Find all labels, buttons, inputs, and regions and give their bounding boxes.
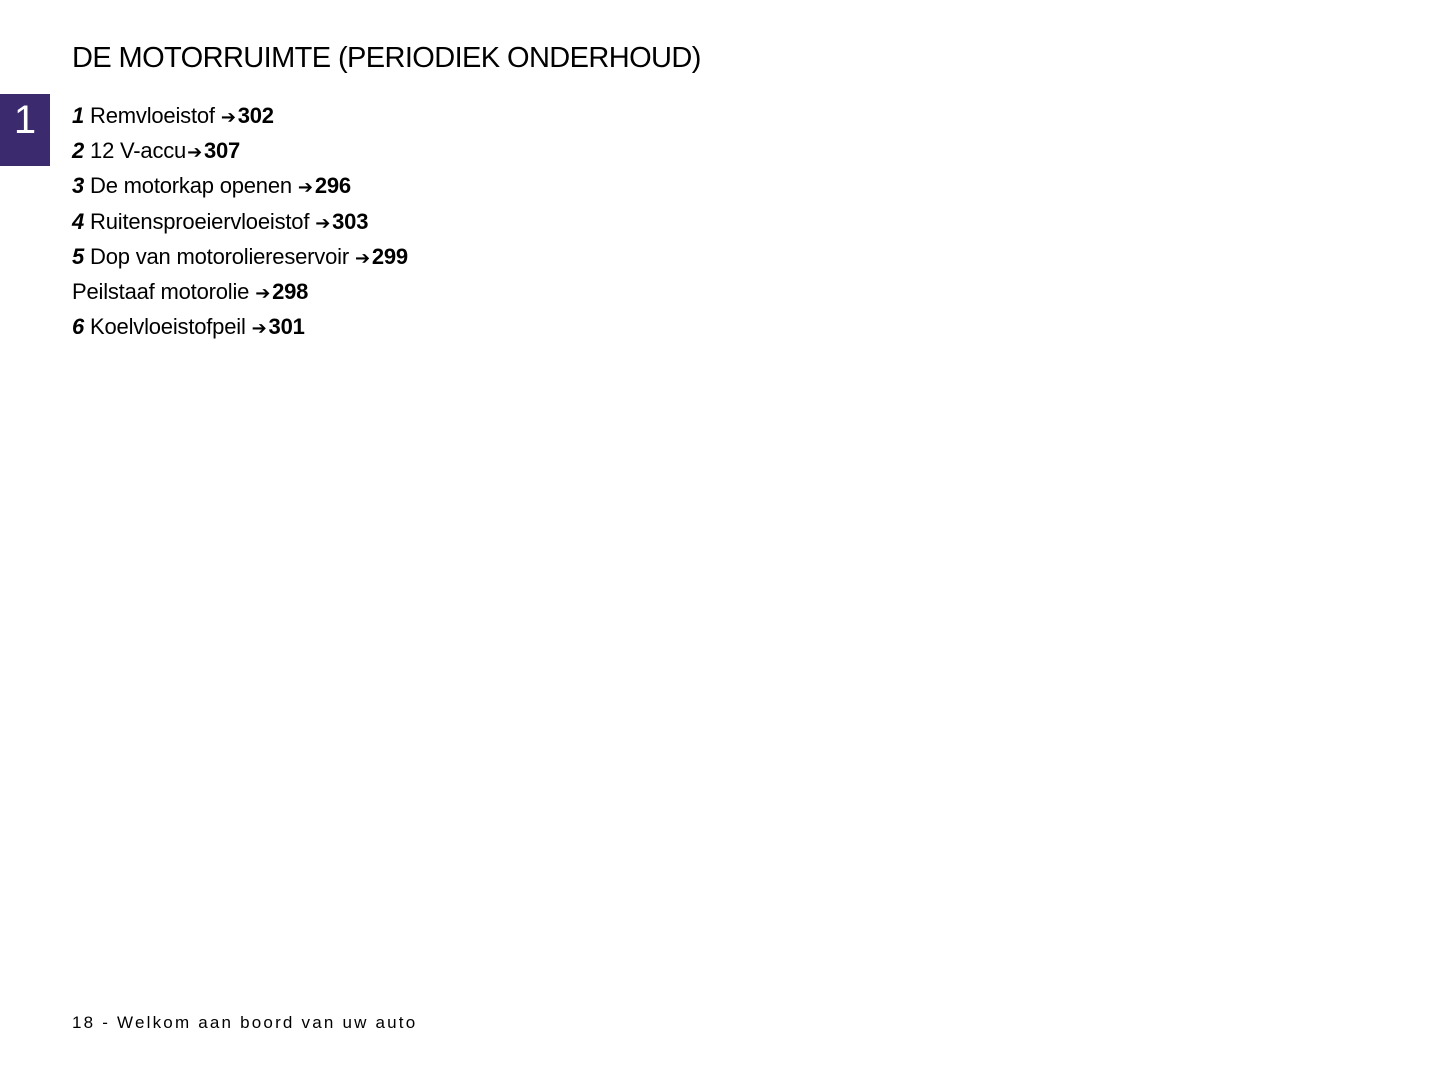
arrow-right-icon: ➔ <box>297 177 313 199</box>
arrow-right-icon: ➔ <box>251 318 267 340</box>
item-label: 12 V-accu <box>90 138 187 164</box>
item-number: 4 <box>72 208 85 234</box>
item-label: Ruitensproeiervloeistof <box>90 208 310 234</box>
arrow-right-icon: ➔ <box>354 247 370 269</box>
page-reference[interactable]: 299 <box>371 243 408 269</box>
item-label: De motorkap openen <box>90 173 292 199</box>
item-number: 2 <box>72 138 85 164</box>
page-title: DE MOTORRUIMTE (PERIODIEK ONDERHOUD) <box>72 42 701 74</box>
list-item[interactable] <box>72 309 408 344</box>
arrow-right-icon: ➔ <box>187 142 202 164</box>
list-item[interactable] <box>72 239 408 274</box>
page-reference[interactable]: 302 <box>237 103 274 128</box>
arrow-right-icon: ➔ <box>315 212 331 234</box>
page-reference[interactable]: 298 <box>272 278 309 304</box>
item-label: Koelvloeistofpeil <box>90 314 246 340</box>
list-item[interactable] <box>72 133 408 168</box>
item-label: Peilstaaf motorolie <box>72 278 250 304</box>
arrow-right-icon: ➔ <box>220 107 236 128</box>
item-number: 5 <box>72 243 85 269</box>
page-reference[interactable]: 301 <box>268 314 305 340</box>
page-reference[interactable]: 296 <box>314 173 351 199</box>
page-reference[interactable]: 303 <box>332 208 369 234</box>
arrow-right-icon: ➔ <box>255 282 271 304</box>
item-number: 6 <box>72 314 85 340</box>
page-footer: 18 - Welkom aan boord van uw auto <box>72 1013 418 1032</box>
page-reference[interactable]: 307 <box>203 138 241 164</box>
list-item[interactable] <box>72 168 408 203</box>
list-item[interactable] <box>72 274 408 309</box>
list-item[interactable] <box>72 204 408 239</box>
item-label: Dop van motoroliereservoir <box>90 243 349 269</box>
item-number: 3 <box>72 173 85 199</box>
item-label: Remvloeistof <box>90 103 215 128</box>
item-number: 1 <box>72 103 85 128</box>
reference-list <box>72 98 408 344</box>
chapter-tab: 1 <box>0 94 50 166</box>
list-item[interactable] <box>72 98 408 133</box>
